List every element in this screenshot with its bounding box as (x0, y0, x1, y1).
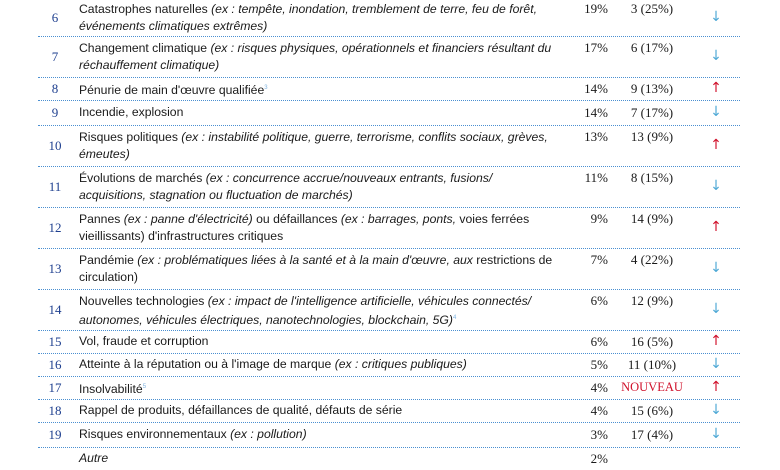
trend-up-arrow-icon: ↑ (710, 218, 722, 235)
previous-rank: 13 (9%) (630, 128, 674, 144)
trend-down-arrow-icon: ↓ (710, 103, 722, 120)
current-percentage: 2% (590, 450, 608, 466)
risk-name-text: Insolvabilité (79, 382, 143, 397)
previous-rank: 6 (17%) (630, 39, 674, 55)
risk-label (79, 170, 554, 204)
row-divider (38, 125, 740, 126)
trend-down-arrow-icon: ↓ (710, 177, 722, 194)
rank-number: 17 (48, 379, 62, 395)
previous-rank: 12 (9%) (630, 292, 674, 308)
current-percentage: 7% (590, 251, 608, 267)
trend-down-arrow-icon: ↓ (710, 425, 722, 442)
risk-example-text: (ex : tempête, inondation, tremblement de terre, feu de forêt, événements climatiques extrêmes) (79, 2, 537, 33)
current-percentage: 6% (590, 292, 608, 308)
trend-down-arrow-icon: ↓ (710, 300, 722, 317)
risk-example-text: (ex : pollution) (230, 427, 307, 441)
row-divider (38, 376, 740, 377)
current-percentage: 17% (584, 39, 608, 55)
risk-example-text: (ex : critiques publiques) (334, 357, 467, 371)
rank-number: 16 (48, 356, 62, 372)
row-divider (38, 36, 740, 37)
risk-label (79, 402, 554, 419)
previous-rank: 4 (22%) (630, 251, 674, 267)
rank-number: 9 (51, 104, 59, 120)
trend-up-arrow-icon: ↑ (710, 332, 722, 349)
rank-number: 14 (48, 301, 62, 317)
row-divider (38, 399, 740, 400)
trend-up-arrow-icon: ↑ (710, 79, 722, 96)
trend-down-arrow-icon: ↓ (710, 47, 722, 64)
current-percentage: 5% (590, 356, 608, 372)
footnote-marker: 3 (264, 85, 268, 91)
risk-name-text: restrictions de circulation) (79, 252, 553, 284)
rank-number: 7 (51, 48, 59, 64)
risk-label (79, 426, 554, 443)
current-percentage: 13% (584, 128, 608, 144)
risk-name-text: Changement climatique (79, 40, 211, 55)
current-percentage: 19% (584, 1, 608, 16)
risk-name-text: Rappel de produits, défaillances de qualité, défauts de série (79, 403, 403, 417)
previous-rank: 7 (17%) (630, 104, 674, 120)
current-percentage: 6% (590, 333, 608, 349)
risk-example-text: (ex : panne d'électricité) (123, 211, 253, 226)
current-percentage: 14% (584, 80, 608, 96)
risk-name-text: Atteinte à la réputation ou à l'image de marque (79, 357, 335, 371)
row-divider (38, 248, 740, 249)
risk-name-text: Pandémie (79, 252, 138, 267)
previous-rank: 16 (5%) (630, 333, 674, 349)
row-divider (38, 100, 740, 101)
trend-down-arrow-icon: ↓ (710, 9, 722, 25)
row-divider (38, 77, 740, 78)
rank-number: 11 (48, 178, 62, 194)
rank-number: 18 (48, 402, 62, 418)
risk-name-text: Risques environnementaux (79, 427, 231, 441)
risk-label (79, 40, 554, 74)
risk-name-text: voies ferrées vieillissants) d'infrastructures critiques (79, 211, 530, 243)
row-divider (38, 166, 740, 167)
risk-example-text: (ex : problématiques liées à la santé et à la main d'œuvre, aux (137, 252, 473, 267)
previous-rank: 15 (6%) (630, 402, 674, 418)
risk-example-text: (ex : concurrence accrue/nouveaux entrants, fusions/ acquisitions, stagnation ou fluctuation de marchés) (79, 170, 493, 202)
risk-label (79, 80, 554, 99)
risk-name-text: Risques politiques (79, 129, 182, 144)
row-divider (38, 447, 740, 448)
risk-label (79, 293, 554, 329)
risk-label (79, 129, 554, 163)
row-divider (38, 422, 740, 423)
previous-rank: 3 (25%) (630, 1, 674, 16)
trend-up-arrow-icon: ↑ (710, 378, 722, 395)
previous-rank: 9 (13%) (630, 80, 674, 96)
rank-number: 13 (48, 260, 62, 276)
current-percentage: 4% (590, 402, 608, 418)
risk-label (79, 104, 554, 121)
trend-up-arrow-icon: ↑ (710, 136, 722, 153)
risk-example-text: Autre (79, 451, 109, 465)
risk-example-text: (ex : instabilité politique, guerre, terrorisme, conflits sociaux, grèves, émeutes) (79, 129, 548, 161)
rank-number: 8 (51, 80, 59, 96)
row-divider (38, 207, 740, 208)
current-percentage: 14% (584, 104, 608, 120)
risk-example-text: (ex : impact de l'intelligence artificielle, véhicules connectés/ autonomes, véhicules électriques, nanotechnologies, blockchain, 5G) (79, 293, 532, 327)
risk-label (79, 252, 554, 286)
rank-number: 6 (51, 10, 59, 25)
risk-label (79, 356, 554, 373)
risk-label (79, 333, 554, 350)
risk-name-text: ou défaillances (252, 211, 341, 226)
footnote-marker: 5 (142, 384, 147, 390)
previous-rank: NOUVEAU (621, 379, 683, 394)
row-divider (38, 353, 740, 354)
previous-rank: 14 (9%) (630, 210, 674, 226)
risk-label (79, 450, 554, 467)
risk-label (79, 211, 554, 245)
rank-number: 15 (48, 333, 62, 349)
risk-label (79, 379, 554, 398)
trend-down-arrow-icon: ↓ (710, 259, 722, 276)
risk-example-text: (ex : barrages, ponts, (340, 211, 457, 226)
rank-number: 10 (48, 137, 62, 153)
previous-rank: 8 (15%) (630, 169, 674, 185)
risk-name-text: Nouvelles technologies (79, 293, 208, 308)
previous-rank: 11 (10%) (627, 356, 677, 372)
risk-name-text: Pannes (79, 211, 124, 226)
trend-down-arrow-icon: ↓ (710, 355, 722, 372)
current-percentage: 4% (590, 379, 608, 395)
risk-name-text: Incendie, explosion (79, 105, 184, 119)
current-percentage: 11% (584, 169, 608, 185)
risk-example-text: (ex : risques physiques, opérationnels et financiers résultant du réchauffement climatique) (79, 40, 552, 72)
risk-name-text: Évolutions de marchés (79, 170, 206, 185)
risk-name-text: Vol, fraude et corruption (79, 334, 209, 348)
current-percentage: 3% (590, 426, 608, 442)
risk-name-text: Catastrophes naturelles (79, 2, 212, 16)
rank-number: 19 (48, 426, 62, 442)
footnote-marker: 4 (452, 314, 457, 321)
rank-number: 12 (48, 219, 62, 235)
row-divider (38, 289, 740, 290)
risk-label (79, 1, 554, 35)
row-divider (38, 330, 740, 331)
current-percentage: 9% (590, 210, 608, 226)
trend-down-arrow-icon: ↓ (710, 401, 722, 418)
risk-name-text: Pénurie de main d'œuvre qualifiée (79, 83, 265, 98)
previous-rank: 17 (4%) (630, 426, 674, 442)
